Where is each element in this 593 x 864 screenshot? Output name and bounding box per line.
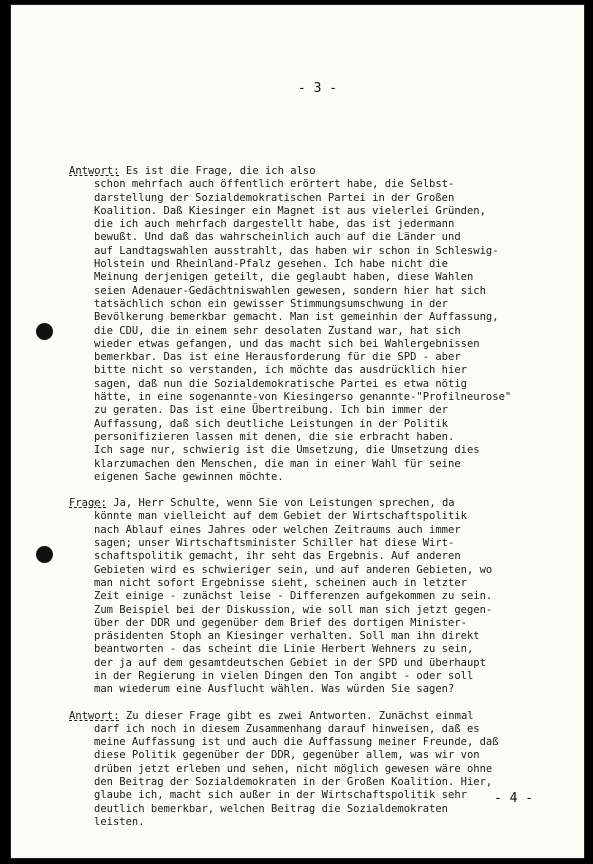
text-line: beantworten - das scheint die Linie Herbert Wehners zu sein, [94, 643, 474, 656]
document-page [10, 4, 585, 859]
first-line-text: Zu dieser Frage gibt es zwei Antworten. Zunächst einmal [125, 709, 474, 722]
page-number-bottom: - 4 - [494, 791, 534, 806]
interview-paragraph [69, 710, 539, 830]
text-line: Koalition. Daß Kiesinger ein Magnet ist aus vielerlei Gründen, [94, 204, 486, 217]
text-line: die CDU, die in einem sehr desolaten Zustand war, hat sich [94, 324, 461, 337]
text-line: der ja auf dem gesamtdeutschen Gebiet in der SPD und überhaupt [94, 656, 486, 669]
paragraph-first-line [69, 165, 539, 178]
text-line: bitte nicht so verstanden, ich möchte das ausdrücklich hier [94, 364, 467, 377]
first-line-text: Ja, Herr Schulte, wenn Sie von Leistungen sprechen, da [113, 497, 455, 510]
text-line: darstellung der Sozialdemokratischen Partei in der Großen [94, 191, 455, 204]
text-line: Ich sage nur, schwierig ist die Umsetzung, die Umsetzung dies [94, 444, 480, 457]
text-line: drüben jetzt erleben und sehen, nicht möglich gewesen wäre ohne [94, 762, 493, 775]
text-line: auf Landtagswahlen ausstrahlt, das haben wir schon in Schleswig- [94, 244, 499, 257]
text-line: Auffassung, daß sich deutliche Leistungen in der Politik [94, 417, 449, 430]
text-line: darf ich noch in diesem Zusammenhang darauf hinweisen, daß es [94, 722, 480, 735]
text-line: diese Politik gegenüber der DDR, gegenüber allem, was wir von [94, 749, 480, 762]
speaker-label: Antwort: [69, 709, 120, 722]
text-line: in der Regierung in vielen Dingen den Ton angibt - oder soll [94, 669, 474, 682]
text-line: glaube ich, macht sich außer in der Wirtschaftspolitik sehr [94, 789, 467, 802]
text-line: leisten. [94, 815, 145, 828]
text-line: präsidenten Stoph an Kiesinger verhalten. Soll man ihn direkt [94, 630, 480, 643]
text-line: seien Adenauer-Gedächtniswahlen gewesen, sondern hier hat sich [94, 284, 486, 297]
text-line: Zum Beispiel bei der Diskussion, wie soll man sich jetzt gegen- [94, 603, 493, 616]
document-body [69, 165, 539, 842]
speaker-label: Frage: [69, 497, 107, 510]
punch-hole [36, 323, 53, 340]
text-line: zu geraten. Das ist eine Übertreibung. Ich bin immer der [94, 404, 449, 417]
punch-hole [36, 546, 53, 563]
text-line: man nicht sofort Ergebnisse sieht, scheinen auch in letzter [94, 576, 467, 589]
paragraph-first-line [69, 710, 539, 723]
text-line: bewußt. Und daß das wahrscheinlich auch auf die Länder und [94, 231, 461, 244]
interview-paragraph [69, 497, 539, 696]
text-line: sagen; unser Wirtschaftsminister Schiller hat diese Wirt- [94, 537, 455, 550]
text-line: schon mehrfach auch öffentlich erörtert habe, die Selbst- [94, 178, 455, 191]
text-line: Holstein und Rheinland-Pfalz gesehen. Ich habe nicht die [94, 258, 449, 271]
text-line: tatsächlich schon ein gewisser Stimmungsumschwung in der [94, 297, 449, 310]
text-line: bemerkbar. Das ist eine Herausforderung für die SPD - aber [94, 351, 461, 364]
text-line: deutlich bemerkbar, welchen Beitrag die Sozialdemokraten [94, 802, 449, 815]
text-line: hätte, in eine sogenannte-von Kiesingerso genannte-"Profilneurose" [94, 391, 512, 404]
text-line: Gebieten wird es schwieriger sein, und auf anderen Gebieten, wo [94, 563, 493, 576]
text-line: sagen, daß nun die Sozialdemokratische Partei es etwa nötig [94, 377, 467, 390]
text-line: nach Ablauf eines Jahres oder welchen Zeitraums auch immer [94, 523, 461, 536]
text-line: Zeit einige - zunächst leise - Differenzen aufgekommen zu sein. [94, 590, 493, 603]
text-line: den Beitrag der Sozialdemokraten in der Großen Koalition. Hier, [94, 776, 493, 789]
text-line: eigenen Sache gewinnen möchte. [94, 470, 284, 483]
first-line-text: Es ist die Frage, die ich also [125, 165, 316, 177]
text-line: Bevölkerung bemerkbar gemacht. Man ist gemeinhin der Auffassung, [94, 311, 499, 324]
text-line: klarzumachen den Menschen, die man in einer Wahl für seine [94, 457, 461, 470]
text-line: die ich auch mehrfach dargestellt habe, das ist jedermann [94, 218, 455, 231]
text-line: man wiederum eine Ausflucht wählen. Was würden Sie sagen? [94, 683, 455, 696]
text-line: meine Auffassung ist und auch die Auffassung meiner Freunde, daß [94, 736, 499, 749]
interview-paragraph [69, 165, 539, 484]
text-line: schaftspolitik gemacht, ihr seht das Ergebnis. Auf anderen [94, 550, 461, 563]
text-line: wieder etwas gefangen, und das macht sich bei Wahlergebnissen [94, 337, 480, 350]
speaker-label: Antwort: [69, 165, 120, 177]
text-line: über der DDR und gegenüber dem Brief des dortigen Minister- [94, 616, 467, 629]
paragraph-first-line [69, 497, 539, 510]
text-line: könnte man vielleicht auf dem Gebiet der Wirtschaftspolitik [94, 510, 467, 523]
page-number-top: - 3 - [297, 81, 338, 96]
text-line: personifizieren lassen mit denen, die sie erbracht haben. [94, 430, 455, 443]
text-line: Meinung derjenigen geteilt, die geglaubt haben, diese Wahlen [94, 271, 474, 284]
